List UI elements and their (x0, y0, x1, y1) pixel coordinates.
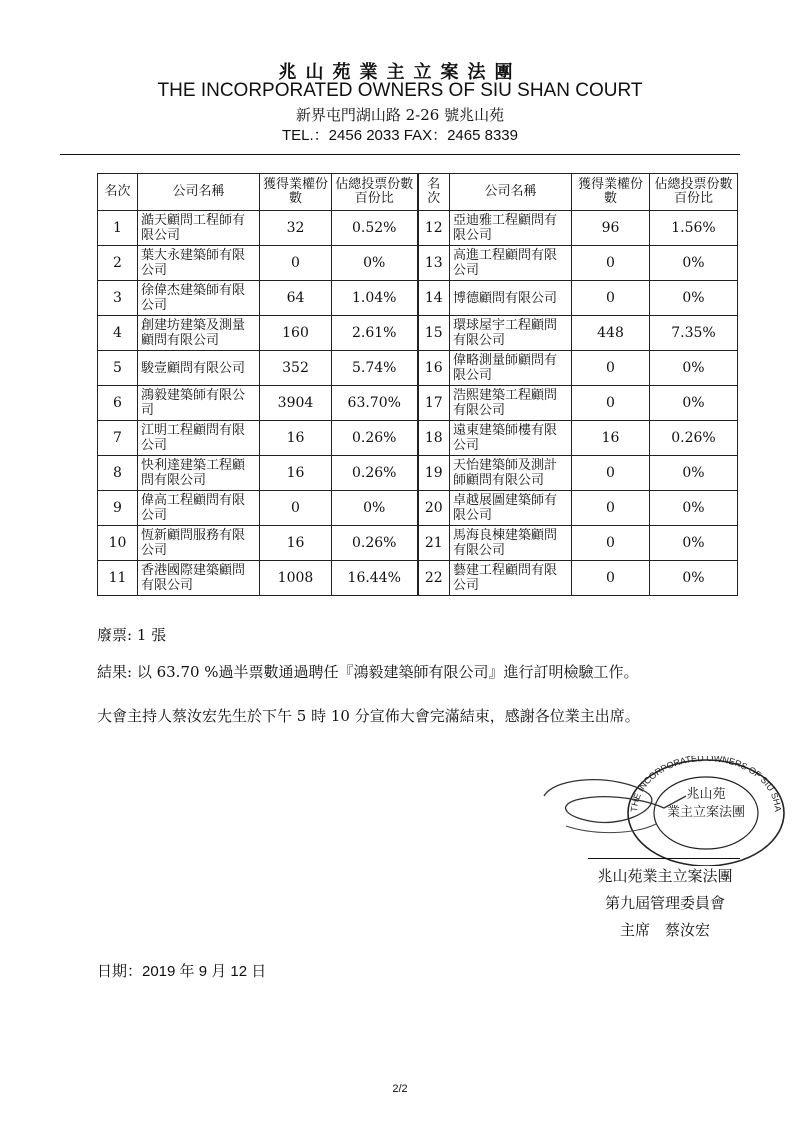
percent-cell: 7.35% (650, 316, 738, 351)
percent-cell: 0% (650, 281, 738, 316)
org-name-chinese: 兆山苑業主立案法團 (278, 62, 522, 83)
company-name-cell: 駿壹顧問有限公司 (138, 351, 260, 386)
rank-cell: 9 (98, 491, 138, 526)
rank-cell: 18 (418, 421, 450, 456)
shares-cell: 0 (572, 561, 650, 596)
table-row (98, 351, 738, 386)
company-name-cell: 葉大永建築師有限公司 (138, 246, 260, 281)
signature-line (588, 858, 740, 859)
percent-cell: 0% (650, 491, 738, 526)
rank-cell: 3 (98, 281, 138, 316)
org-contact: TEL.：2456 2033 FAX：2465 8339 (281, 127, 518, 144)
seal-icon (536, 756, 786, 866)
table-row (98, 211, 738, 246)
table-row (98, 281, 738, 316)
rank-cell: 10 (98, 526, 138, 561)
shares-cell: 0 (572, 386, 650, 421)
rank-cell: 22 (418, 561, 450, 596)
percent-cell: 0% (650, 386, 738, 421)
handwritten-signature (544, 780, 686, 823)
shares-cell: 0 (572, 526, 650, 561)
rank-cell: 15 (418, 316, 450, 351)
shares-cell: 32 (260, 211, 332, 246)
company-name-cell: 藝建工程顧問有限公司 (450, 561, 572, 596)
shares-cell: 352 (260, 351, 332, 386)
col-header-percent: 佔總投票份數百份比 (650, 174, 738, 211)
table-row (98, 246, 738, 281)
document-date: 日期：2019 年 9 月 12 日 (97, 963, 267, 980)
company-name-cell: 環球屋宇工程顧問有限公司 (450, 316, 572, 351)
percent-cell: 16.44% (332, 561, 418, 596)
percent-cell: 0.26% (332, 456, 418, 491)
rank-cell: 7 (98, 421, 138, 456)
company-name-cell: 遠東建築師樓有限公司 (450, 421, 572, 456)
company-name-cell: 鴻毅建築師有限公司 (138, 386, 260, 421)
shares-cell: 448 (572, 316, 650, 351)
company-seal (536, 756, 786, 870)
shares-cell: 0 (572, 351, 650, 386)
company-name-cell: 卓越展圖建築師有限公司 (450, 491, 572, 526)
rank-cell: 1 (98, 211, 138, 246)
company-name-cell: 博德顧問有限公司 (450, 281, 572, 316)
percent-cell: 63.70% (332, 386, 418, 421)
company-name-cell: 亞迪雅工程顧問有限公司 (450, 211, 572, 246)
signature-stroke (566, 824, 656, 833)
company-name-cell: 高進工程顧問有限公司 (450, 246, 572, 281)
percent-cell: 0% (650, 456, 738, 491)
shares-cell: 0 (572, 456, 650, 491)
col-header-percent: 佔總投票份數百份比 (332, 174, 418, 211)
shares-cell: 16 (260, 456, 332, 491)
shares-cell: 64 (260, 281, 332, 316)
shares-cell: 0 (572, 246, 650, 281)
shares-cell: 160 (260, 316, 332, 351)
invalid-votes-note: 廢票: 1 張 (97, 626, 167, 644)
shares-cell: 96 (572, 211, 650, 246)
company-name-cell: 浩熙建築工程顧問有限公司 (450, 386, 572, 421)
col-header-rank: 名次 (98, 174, 138, 211)
company-name-cell: 偉略測量師顧問有限公司 (450, 351, 572, 386)
company-name-cell: 偉高工程顧問有限公司 (138, 491, 260, 526)
company-name-cell: 江明工程顧問有限公司 (138, 421, 260, 456)
percent-cell: 0% (332, 246, 418, 281)
shares-cell: 3904 (260, 386, 332, 421)
percent-cell: 0% (650, 351, 738, 386)
shares-cell: 16 (572, 421, 650, 456)
rank-cell: 19 (418, 456, 450, 491)
shares-cell: 0 (260, 246, 332, 281)
percent-cell: 0% (650, 246, 738, 281)
shares-cell: 1008 (260, 561, 332, 596)
seal-text-line1: 兆山苑 (686, 787, 726, 802)
table-row (98, 421, 738, 456)
percent-cell: 0.26% (650, 421, 738, 456)
rank-cell: 6 (98, 386, 138, 421)
result-statement: 結果: 以 63.70 %過半票數通過聘任『鴻毅建築師有限公司』進行訂明檢驗工作。 (97, 663, 639, 681)
rank-cell: 11 (98, 561, 138, 596)
shares-cell: 0 (572, 491, 650, 526)
svg-text:THE INCORPORATED OWNERS OF SIU (536, 756, 783, 812)
table-row (98, 456, 738, 491)
percent-cell: 5.74% (332, 351, 418, 386)
rank-cell: 16 (418, 351, 450, 386)
company-name-cell: 天怡建築師及測計師顧問有限公司 (450, 456, 572, 491)
rank-cell: 5 (98, 351, 138, 386)
table-row (98, 316, 738, 351)
rank-cell: 13 (418, 246, 450, 281)
header-divider (60, 154, 740, 155)
shares-cell: 0 (572, 281, 650, 316)
col-header-company: 公司名稱 (450, 174, 572, 211)
page-number: 2/2 (392, 1083, 408, 1095)
company-name-cell: 澔天顧問工程師有限公司 (138, 211, 260, 246)
percent-cell: 0% (650, 526, 738, 561)
rank-cell: 21 (418, 526, 450, 561)
company-name-cell: 快利達建築工程顧問有限公司 (138, 456, 260, 491)
signatory-committee: 第九屆管理委員會 (604, 894, 725, 912)
percent-cell: 0.52% (332, 211, 418, 246)
table-body (98, 211, 738, 596)
col-header-company: 公司名稱 (138, 174, 260, 211)
table-header-row (98, 174, 738, 211)
percent-cell: 0.26% (332, 421, 418, 456)
company-name-cell: 馬海良棟建築顧問有限公司 (450, 526, 572, 561)
rank-cell: 8 (98, 456, 138, 491)
company-name-cell: 徐偉杰建築師有限公司 (138, 281, 260, 316)
col-header-rank: 名次 (418, 174, 450, 211)
rank-cell: 4 (98, 316, 138, 351)
signatory-org: 兆山苑業主立案法團 (597, 867, 733, 885)
table-row (98, 386, 738, 421)
shares-cell: 0 (260, 491, 332, 526)
company-name-cell: 恆新顧問服務有限公司 (138, 526, 260, 561)
rank-cell: 20 (418, 491, 450, 526)
org-name-english: THE INCORPORATED OWNERS OF SIU SHAN COURT (157, 80, 643, 101)
company-name-cell: 創建坊建築及測量顧問有限公司 (138, 316, 260, 351)
rank-cell: 14 (418, 281, 450, 316)
table-row (98, 491, 738, 526)
rank-cell: 12 (418, 211, 450, 246)
rank-cell: 2 (98, 246, 138, 281)
rank-cell: 17 (418, 386, 450, 421)
percent-cell: 0.26% (332, 526, 418, 561)
shares-cell: 16 (260, 526, 332, 561)
table-row (98, 561, 738, 596)
percent-cell: 1.04% (332, 281, 418, 316)
closing-statement: 大會主持人蔡汝宏先生於下午 5 時 10 分宣佈大會完滿結束，感謝各位業主出席。 (97, 707, 640, 725)
percent-cell: 0% (332, 491, 418, 526)
percent-cell: 1.56% (650, 211, 738, 246)
col-header-shares: 獲得業權份數 (260, 174, 332, 211)
company-name-cell: 香港國際建築顧問有限公司 (138, 561, 260, 596)
percent-cell: 0% (650, 561, 738, 596)
signatory-chair: 主席 蔡汝宏 (619, 921, 710, 939)
col-header-shares: 獲得業權份數 (572, 174, 650, 211)
vote-results-table (97, 173, 738, 596)
seal-ring-text: THE INCORPORATED OWNERS OF SIU SHA (628, 756, 784, 813)
seal-text-line2: 業主立案法團 (666, 805, 746, 820)
org-address: 新界屯門湖山路 2-26 號兆山苑 (295, 106, 505, 124)
percent-cell: 2.61% (332, 316, 418, 351)
shares-cell: 16 (260, 421, 332, 456)
table-row (98, 526, 738, 561)
